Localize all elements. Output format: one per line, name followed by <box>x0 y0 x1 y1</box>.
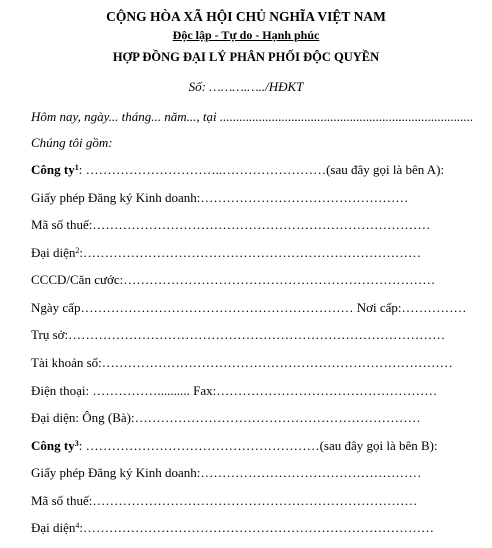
party-b-tax-code: Mã số thuế:………………………………………………………………… <box>31 493 418 508</box>
party-a-address: Trụ sở:…………………………………………………………………………… <box>31 327 446 342</box>
contract-title: HỢP ĐỒNG ĐẠI LÝ PHÂN PHỐI ĐỘC QUYỀN <box>112 50 380 64</box>
party-a-representative-line <box>31 246 492 259</box>
party-a-company-label: Công ty <box>31 162 75 177</box>
footnote-4: 4 <box>75 521 80 530</box>
contract-number: Số: ……….…../HĐKT <box>188 79 304 94</box>
party-a-phone-fax: Điện thoại: …………….......... Fax:…………………………………………… <box>31 383 438 398</box>
party-a-rep-label: Đại diện <box>31 245 76 260</box>
party-a-person: Đại diện: Ông (Bà):………………………………………………………… <box>31 410 421 425</box>
party-b-license: Giấy phép Đăng ký Kinh doanh:…………………………………………… <box>31 465 422 480</box>
footnote-3: 3 <box>74 439 79 448</box>
party-b-representative-line <box>31 521 492 534</box>
party-a-id-card: CCCD/Căn cước:……………………………………………………………… <box>31 272 436 287</box>
party-b-company-line <box>31 439 492 452</box>
party-a-license: Giấy phép Đăng ký Kinh doanh:………………………………………… <box>31 190 409 205</box>
date-place-line: Hôm nay, ngày... tháng... năm..., tại .............................................................................. <box>31 109 474 124</box>
party-b-rep-label: Đại diện <box>31 520 76 535</box>
party-b-company-label: Công ty <box>31 438 75 453</box>
footnote-1: 1 <box>74 163 79 172</box>
party-a-company-fill: : …………………………..……………………(sau đây gọi là bên A): <box>78 162 445 177</box>
parties-intro: Chúng tôi gồm: <box>31 135 113 150</box>
party-a-account: Tài khoản số:……………………………………………………………………… <box>31 355 453 370</box>
motto: Độc lập - Tự do - Hạnh phúc <box>172 28 320 42</box>
party-b-rep-fill: :……………………………………………………………………… <box>79 520 435 535</box>
country-heading: CỘNG HÒA XÃ HỘI CHỦ NGHĨA VIỆT NAM <box>106 9 386 24</box>
party-a-company-line <box>31 163 492 176</box>
party-a-tax-code: Mã số thuế:…………………………………………………………………… <box>31 217 431 232</box>
party-b-company-fill: : ………………………………………………(sau đây gọi là bên B): <box>78 438 438 453</box>
party-a-rep-fill: :…………………………………………………………………… <box>79 245 422 260</box>
party-a-issue-date: Ngày cấp……………………………………………………… Nơi cấp:…………… <box>31 300 467 315</box>
footnote-2: 2 <box>75 246 80 255</box>
